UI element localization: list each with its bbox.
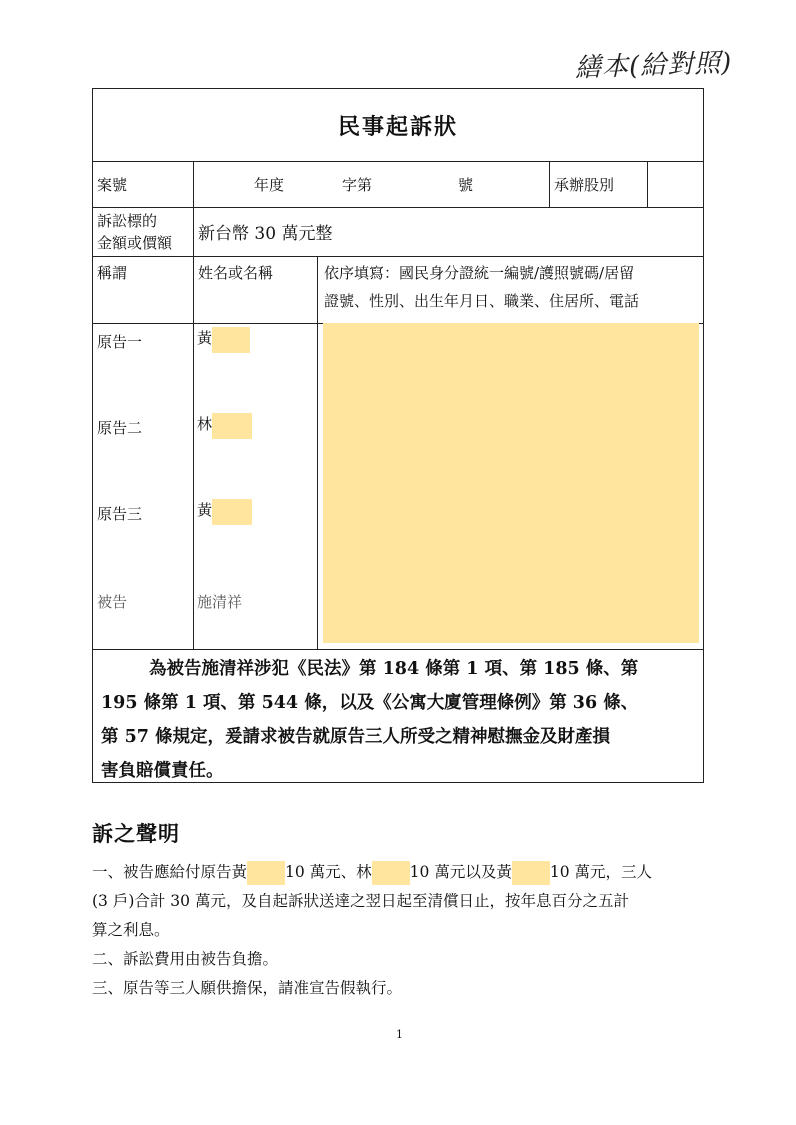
redaction-mark <box>512 861 550 885</box>
defendant-role: 被告 <box>97 593 128 611</box>
page-number: 1 <box>396 1028 403 1041</box>
handwritten-annotation: 繕本(給對照) <box>574 48 733 84</box>
redaction-mark <box>247 861 285 885</box>
plaintiff-1-role: 原告一 <box>97 333 143 351</box>
plaintiff-3-name: 黃 <box>197 499 252 525</box>
claim-amount-row <box>93 207 703 257</box>
redaction-mark <box>372 861 410 885</box>
complaint-form <box>92 88 704 783</box>
amount-value: 新台幣 30 萬元整 <box>193 207 705 256</box>
case-number-label: 號 <box>458 175 474 194</box>
plaintiff-3-role: 原告三 <box>97 505 143 523</box>
party-list <box>93 323 703 649</box>
plaintiff-2-role: 原告二 <box>97 419 143 437</box>
division-label: 承辦股別 <box>549 161 647 207</box>
column-divider <box>193 323 194 649</box>
form-title: 民事起訴狀 <box>93 89 703 162</box>
claim-item-2: 二、訴訟費用由被告負擔。 <box>92 950 279 968</box>
case-year-label: 年度 <box>254 175 285 194</box>
claims-section <box>92 818 722 1003</box>
claim-item-1: 一、被告應給付原告黃 10 萬元、林 10 萬元以及黃 10 萬元，三人 (3 戶)合計 30 萬元，及自起訴狀送達之翌日起至清償日止，按年息百分之五計 算之利息。 <box>92 863 652 939</box>
redaction-mark <box>212 413 252 439</box>
amount-label: 訴訟標的 金額或價額 <box>97 212 173 252</box>
party-header-row <box>93 256 703 324</box>
claims-heading: 訴之聲明 <box>92 821 180 846</box>
redaction-mark <box>212 499 252 525</box>
division-value <box>647 161 705 207</box>
details-header: 依序填寫：國民身分證統一編號/護照號碼/居留 證號、性別、出生年月日、職業、住居所、電話 <box>317 256 705 323</box>
case-word-label: 字第 <box>342 175 373 194</box>
case-label: 案號 <box>97 175 128 194</box>
defendant-name: 施清祥 <box>197 593 243 611</box>
redacted-details <box>323 323 699 643</box>
facts-paragraph: 為被告施清祥涉犯《民法》第 184 條第 1 項、第 185 條、第 195 條第 1 項、第 544 條，以及《公寓大廈管理條例》第 36 條、 第 57 條規定，爰請求被告就原告三人所受之精神慰撫金及財產損 害負賠償責任。 <box>93 649 703 782</box>
claim-item-3: 三、原告等三人願供擔保，請准宣告假執行。 <box>92 979 403 997</box>
plaintiff-2-name: 林 <box>197 413 252 439</box>
case-number-row <box>93 161 703 208</box>
plaintiff-1-name: 黃 <box>197 327 250 353</box>
role-header: 稱謂 <box>97 264 128 282</box>
column-divider <box>317 323 318 649</box>
redaction-mark <box>212 327 250 353</box>
name-header: 姓名或名稱 <box>193 256 317 323</box>
